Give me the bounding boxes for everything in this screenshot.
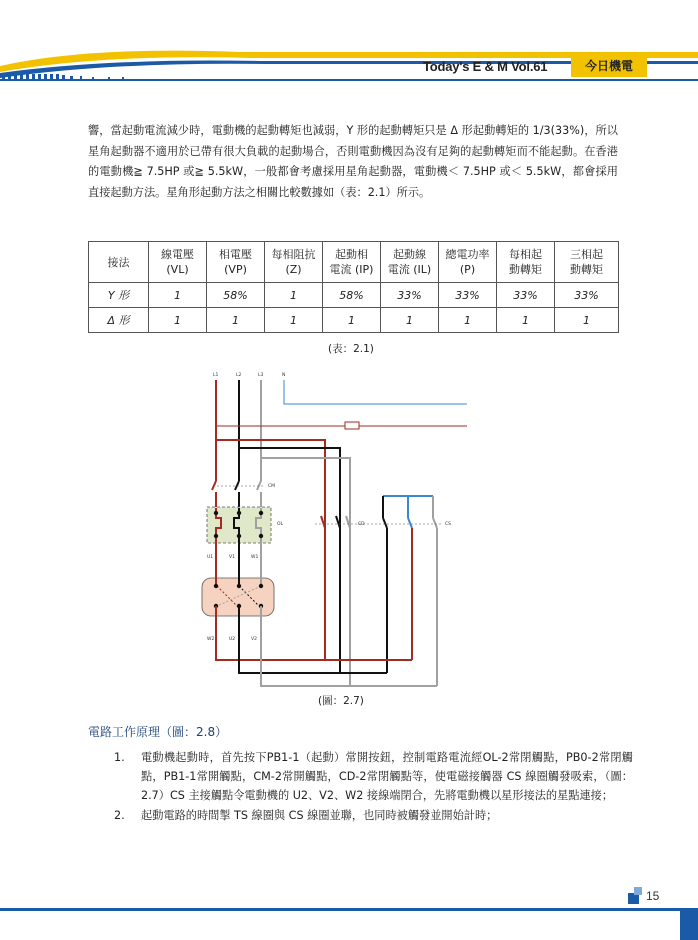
table-cell: 58% [207,283,265,308]
table-cell: 1 [265,308,323,333]
intro-paragraph: 響，當起動電流減少時，電動機的起動轉矩也減弱，Y 形的起動轉矩只是 Δ 形起動轉矩的 1/3(33%)，所以星角起動器不適用於已帶有很大負載的起動場合，否則電動機因為沒有足夠的起動轉矩而不能起動。在香港的電動機≧ 7.5HP 或≧ 5.5kW，一般都會考慮採用星角起動器，電動機＜ 7.5HP 或＜ 5.5kW，都會採用直接起動方法。星角形起動方法之相關比較數據如（表：2.1）所示。 [88,124,618,199]
label-v2-bottom: V2 [251,637,257,642]
header-line-1: 每相阻抗 [271,248,316,261]
table-cell: 1 [497,308,555,333]
star-delta-circuit-diagram [195,368,485,696]
table-cell: 33% [381,283,439,308]
table-row [89,283,619,308]
label-l1: L1 [213,373,219,378]
label-w2-bottom: W2 [207,637,215,642]
header-line-2: (VL) [166,263,189,276]
header-line-2: 電流 (IL) [387,263,432,276]
table-cell: 1 [149,308,207,333]
table-cell: 1 [323,308,381,333]
label-n: N [282,373,286,378]
header-line-1: 三相起 [570,248,603,261]
comparison-table [88,241,619,333]
table-caption: (表：2.1) [328,343,374,355]
header-line-2: (Z) [285,263,302,276]
page-number: 15 [646,889,660,903]
header-line-1: 每相起 [509,248,542,261]
label-v1-top: V1 [229,555,235,560]
step-item [88,806,633,825]
label-cm: CM [268,484,276,489]
table-header-cell [89,242,149,283]
label-cs: CS [445,522,451,527]
table-cell: 33% [439,283,497,308]
label-l3: L3 [258,373,264,378]
table-cell: 1 [555,308,619,333]
label-cd: CD [358,522,365,527]
table-header-row [89,242,619,283]
header-line-1: 相電壓 [219,248,252,261]
header-line-2: 電流 (IP) [329,263,374,276]
header-line-1: 接法 [107,255,130,269]
step-text: 起動電路的時間掣 TS 線圈與 CS 線圈並聯，也同時被觸發並開始計時； [141,808,498,822]
connection-type-cell: Δ 形 [89,308,149,333]
table-header-cell [497,242,555,283]
footer-square-icon-light [634,887,642,895]
table-cell: 1 [265,283,323,308]
header-line-2: 動轉矩 [509,263,542,276]
table-header-cell [207,242,265,283]
magazine-title: Today's E & M Vol.61 [423,59,548,74]
table-header-cell [149,242,207,283]
header-line-1: 起動相 [335,248,368,261]
section-title: 電路工作原理（圖：2.8） [88,725,228,739]
connection-type-cell: Y 形 [89,283,149,308]
table-header-cell [555,242,619,283]
table-header-cell [439,242,497,283]
table-cell: 1 [381,308,439,333]
header-line-2: (P) [459,263,476,276]
label-l2: L2 [236,373,242,378]
header-line-2: 動轉矩 [570,263,603,276]
table-cell: 33% [555,283,619,308]
fuse-icon [345,422,359,429]
diagram-caption: (圖：2.7) [318,695,364,707]
header-line-1: 起動線 [393,248,426,261]
table-cell: 33% [497,283,555,308]
table-header-cell [323,242,381,283]
table-row [89,308,619,333]
table-cell: 58% [323,283,381,308]
steps-list [88,748,633,825]
table-header-cell [265,242,323,283]
magazine-badge: 今日機電 [571,56,647,77]
header-line-2: (VP) [224,263,247,276]
table-cell: 1 [439,308,497,333]
header-line-1: 總電功率 [445,248,490,261]
footer-decoration [0,908,698,940]
step-number: 1. [114,751,125,764]
label-u1-top: U1 [207,555,214,560]
label-w1-top: W1 [251,555,259,560]
label-u2-bottom: U2 [229,637,236,642]
table-header-cell [381,242,439,283]
table-cell: 1 [207,308,265,333]
table-cell: 1 [149,283,207,308]
step-number: 2. [114,808,125,822]
header-line-1: 線電壓 [161,248,194,261]
step-item [88,748,633,806]
step-text: 電動機起動時，首先按下PB1-1（起動）常開按鈕，控制電路電流經OL-2常閉觸點，PB0-2常閉觸點，PB1-1常開觸點，CM-2常開觸點，CD-2常閉觸點等，使電磁接觸器 CS 線圈觸發吸索，（圖：2.7）CS 主接觸點令電動機的 U2、V2、W2 接線端閉合，先將電動機以星形接法的星點連接； [141,751,633,803]
label-ol: OL [277,522,284,527]
